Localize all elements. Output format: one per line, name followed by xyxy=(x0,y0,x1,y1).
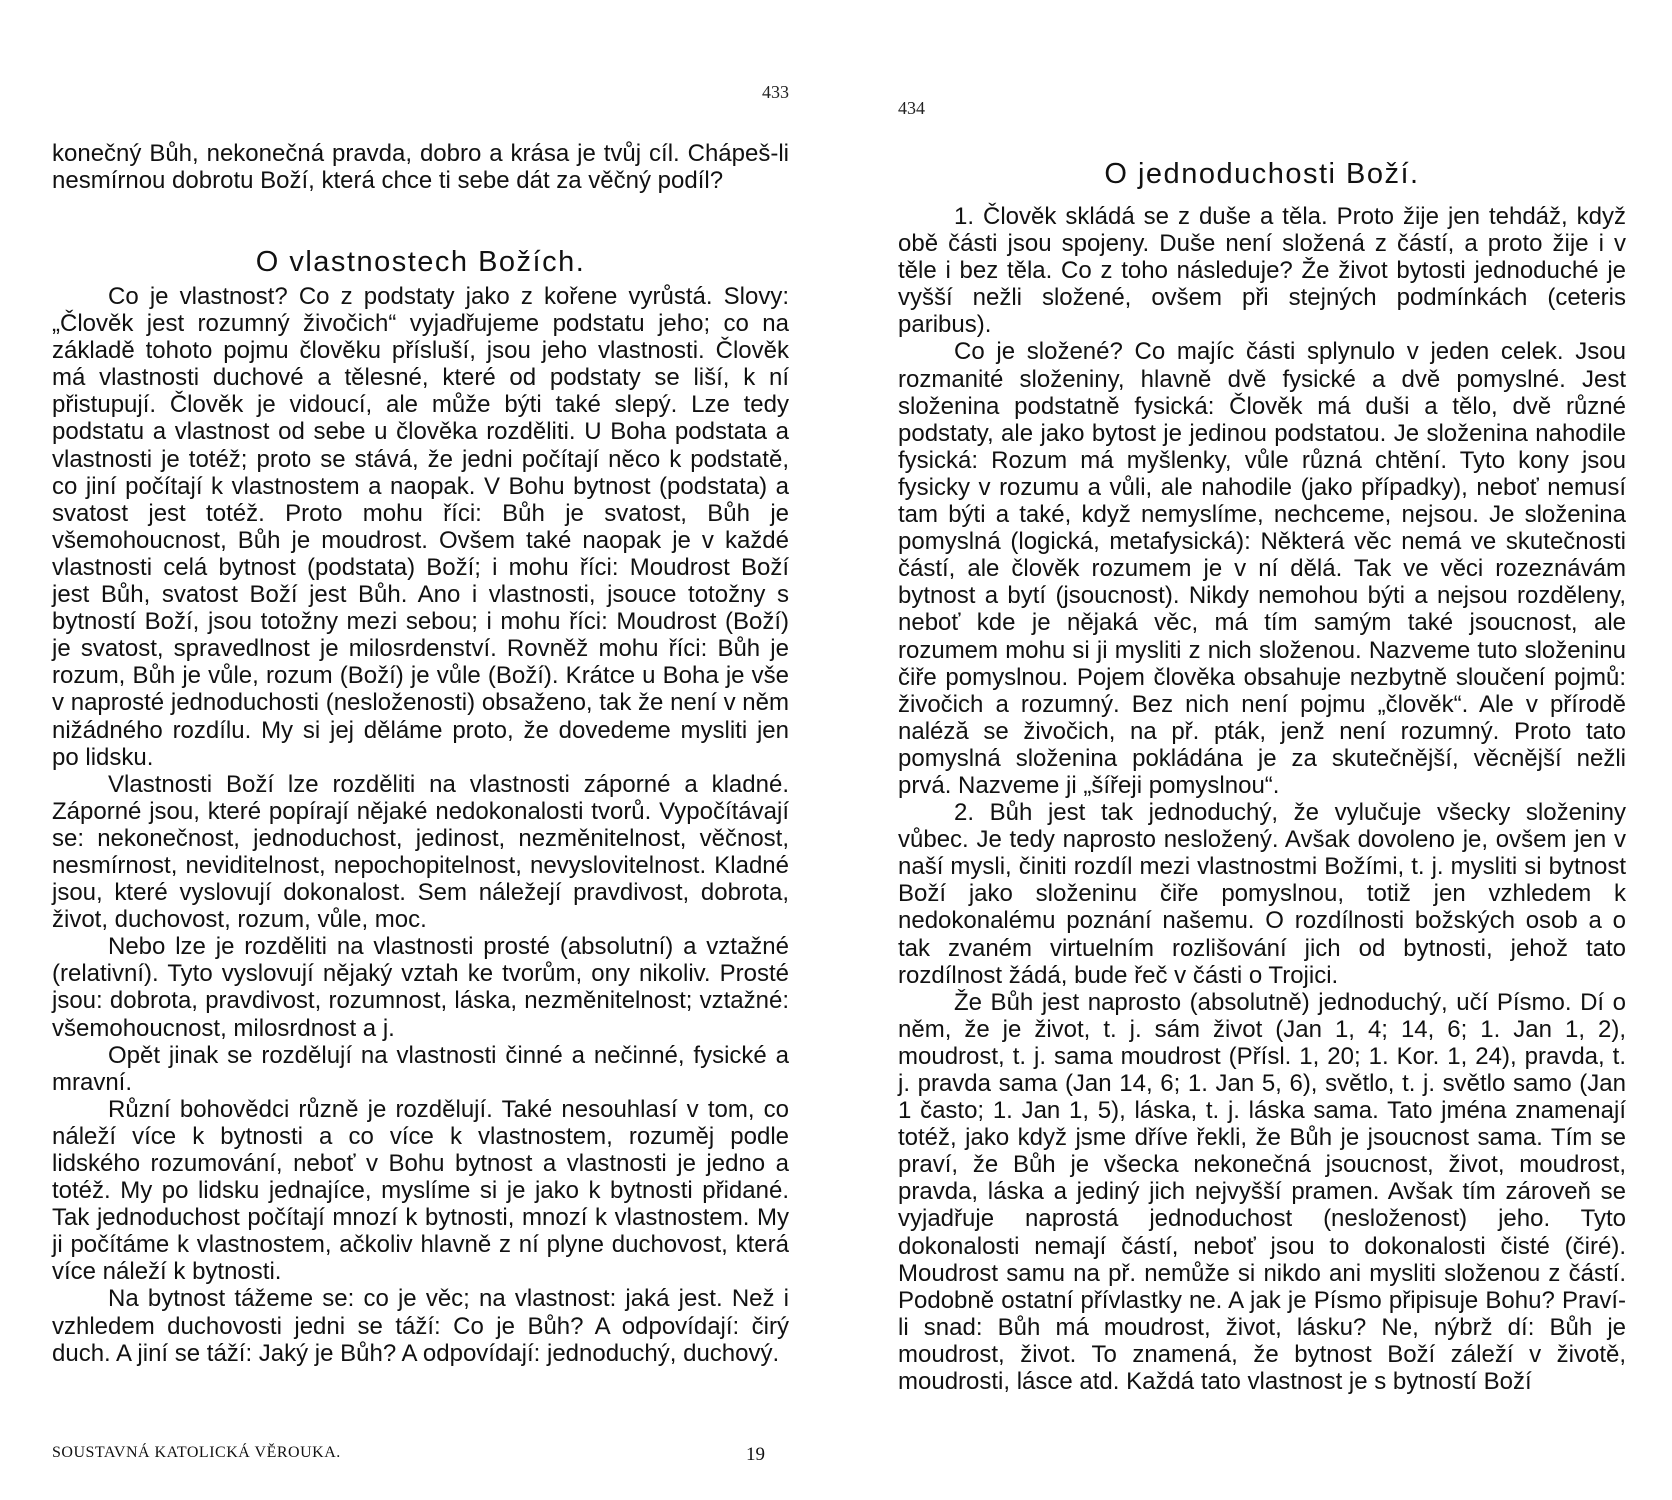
page-number: 433 xyxy=(762,82,789,102)
section-heading: O jednoduchosti Boží. xyxy=(1104,158,1420,190)
page-number: 434 xyxy=(898,98,925,118)
book-title-footer: SOUSTAVNÁ KATOLICKÁ VĚROUKA. xyxy=(52,1444,341,1461)
section-heading: O vlastnostech Božích. xyxy=(255,246,586,278)
right-page xyxy=(836,0,1672,1500)
signature-mark: 19 xyxy=(746,1444,765,1465)
continuation-text xyxy=(52,140,789,194)
right-body-text xyxy=(898,203,1626,1395)
paragraph: Vlastnosti Boží lze rozděliti na vlastnosti záporné a kladné. Záporné jsou, které popírají nějaké nedokonalosti tvorů. Vypočítávají se: nekonečnost, jednoduchost, jedinost, nezměnitelnost, věčnost, nesmírnost, neviditelnost, nepochopitelnost, nevyslovitelnost. Kladné jsou, které vyslovují dokonalost. Sem náležejí pravdivost, dobrota, život, duchovost, rozum, vůle, moc. xyxy=(52,770,789,934)
paragraph: Opět jinak se rozdělují na vlastnosti činné a nečinné, fysické a mravní. xyxy=(52,1041,789,1096)
paragraph: 2. Bůh jest tak jednoduchý, že vylučuje všecky složeniny vůbec. Je tedy naprosto nesložený. Avšak dovoleno je, ovšem jen v naší mysli, činiti rozdíl mezi vlastnostmi Božími, t. j. mysliti si bytnost Boží jako složeninu čiře pomyslnou, totiž jen vzhledem k nedokonalému poznání našemu. O rozdílnosti božských osob a o tak zvaném virtuelním rozlišování jich od bytnosti, jehož tato rozdílnost žádá, bude řeč v části o Trojici. xyxy=(898,799,1626,989)
paragraph: 1. Člověk skládá se z duše a těla. Proto žije jen tehdáž, když obě části jsou spojeny. Duše není složená z částí, a proto žije i v těle i bez těla. Co z toho následuje? Že život bytosti jednoduché je vyšší nežli složené, ovšem při stejných podmínkách (ceteris paribus). xyxy=(898,203,1626,339)
paragraph: Různí bohovědci různě je rozdělují. Také nesouhlasí v tom, co náleží více k bytnosti a co více k vlastnostem, rozuměj podle lidského rozumování, neboť v Bohu bytnost a vlastnosti je jedno a totéž. My po lidsku jednajíce, myslíme si je jako k bytnosti přidané. Tak jednoduchost počítají mnozí k bytnosti, mnozí k vlastnostem. My ji počítáme k vlastnostem, ačkoliv hlavně z ní plyne duchovost, která více náleží k bytnosti. xyxy=(52,1095,789,1286)
left-body-text xyxy=(52,283,789,1367)
paragraph: Nebo lze je rozděliti na vlastnosti prosté (absolutní) a vztažné (relativní). Tyto vyslovují nějaký vztah ke tvorům, ony nikoliv. Prosté jsou: dobrota, pravdivost, rozumnost, láska, nezměnitelnost; vztažné: všemohoucnost, milosrdnost a j. xyxy=(52,933,789,1042)
paragraph: Že Bůh jest naprosto (absolutně) jednoduchý, učí Písmo. Dí o něm, že je život, t. j. sám život (Jan 1, 4; 14, 6; 1. Jan 1, 2), moudrost, t. j. sama moudrost (Přísl. 1, 20; 1. Kor. 1, 24), pravda, t. j. pravda sama (Jan 14, 6; 1. Jan 5, 6), světlo, t. j. světlo samo (Jan 1 často; 1. Jan 1, 5), láska, t. j. láska sama. Tato jména znamenají totéž, jako když jsme dříve řekli, že Bůh je jsoucnost sama. Tím se praví, že Bůh je všecka nekonečná jsoucnost, život, moudrost, pravda, láska a jediný jich nejvyšší pramen. Avšak tím zároveň se vyjadřuje naprostá jednoduchost (nesloženost) jeho. Tyto dokonalosti nemají částí, neboť jsou to dokonalosti čisté (čiré). Moudrost samu na př. nemůže si nikdo ani mysliti složenou z částí. Podobně ostatní přívlastky ne. A jak je Písmo připisuje Bohu? Praví-li snad: Bůh má moudrost, život, lásku? Ne, nýbrž dí: Bůh je moudrost, život. To znamená, že bytnost Boží záleží v životě, moudrosti, lásce atd. Každá tato vlastnost je s bytností Boží xyxy=(898,988,1626,1396)
paragraph: Na bytnost tážeme se: co je věc; na vlastnost: jaká jest. Než i vzhledem duchovosti jedni se táží: Co je Bůh? A odpovídají: čirý duch. A jiní se táží: Jaký je Bůh? A odpovídají: jednoduchý, duchový. xyxy=(52,1285,789,1367)
paragraph: Co je vlastnost? Co z podstaty jako z kořene vyrůstá. Slovy: „Člověk jest rozumný živočich“ vyjadřujeme podstatu jeho; co na základě tohoto pojmu člověku přísluší, jsou jeho vlastnosti. Člověk má vlastnosti duchové a tělesné, které od podstaty se liší, k ní přistupují. Člověk je vidoucí, ale může býti také slepý. Lze tedy podstatu a vlastnost od sebe u člověka rozděliti. U Boha podstata a vlastnosti je totéž; proto se stává, že jedni počítají něco k podstatě, co jiní počítají k vlastnostem a naopak. V Bohu bytnost (podstata) a svatost jest totéž. Proto mohu říci: Bůh je svatost, Bůh je všemohoucnost, Bůh je moudrost. Ovšem také naopak je v každé vlastnosti celá bytnost (podstata) Boží; i mohu říci: Moudrost Boží jest Bůh, svatost Boží jest Bůh. Ano i vlastnosti, jsouce totožny s bytností Boží, jsou totožny mezi sebou; i mohu říci: Moudrost (Boží) je svatost, spravedlnost je milosrdenství. Rovněž mohu říci: Bůh je rozum, Bůh je vůle, rozum (Boží) je vůle (Boží). Krátce u Boha je vše v naprosté jednoduchosti (nesloženosti) obsaženo, tak že není v něm nižádného rozdílu. My si jej děláme proto, že dovedeme mysliti jen po lidsku. xyxy=(52,283,789,771)
paragraph: konečný Bůh, nekonečná pravda, dobro a krása je tvůj cíl. Chápeš-li nesmírnou dobrotu Boží, která chce ti sebe dát za věčný podíl? xyxy=(52,140,789,195)
paragraph: Co je složené? Co majíc části splynulo v jeden celek. Jsou rozmanité složeniny, hlavně dvě fysické a dvě pomyslné. Jest složenina podstatně fysická: Člověk má duši a tělo, dvě různé podstaty, ale jako bytost je jedinou podstatou. Je složenina nahodile fysická: Rozum má myšlenky, vůle různá chtění. Tyto kony jsou fysicky v rozumu a vůli, ale nahodile (jako případky), neboť nemusí tam býti a také, když nemyslíme, nechceme, nejsou. Je složenina pomyslná (logická, metafysická): Některá věc nemá ve skutečnosti částí, ale člověk rozumem je v ní dělá. Tak ve věci rozeznávám bytnost a bytí (jsoucnost). Nikdy nemohou býti a nejsou rozděleny, neboť kde je nějaká věc, má tím samým také jsoucnost, ale rozumem mohu si ji mysliti z nich složenou. Nazveme tuto složeninu čiře pomyslnou. Pojem člověka obsahuje nezbytně sloučení pojmů: živočich a rozumný. Bez nich není pojmu „člověk“. Ale v přírodě naléză se živočich, na př. pták, jenž není rozumný. Proto tato pomyslná složenina pokládána je za skutečnější, věcnější nežli prvá. Nazveme ji „šířeji pomyslnou“. xyxy=(898,338,1626,799)
